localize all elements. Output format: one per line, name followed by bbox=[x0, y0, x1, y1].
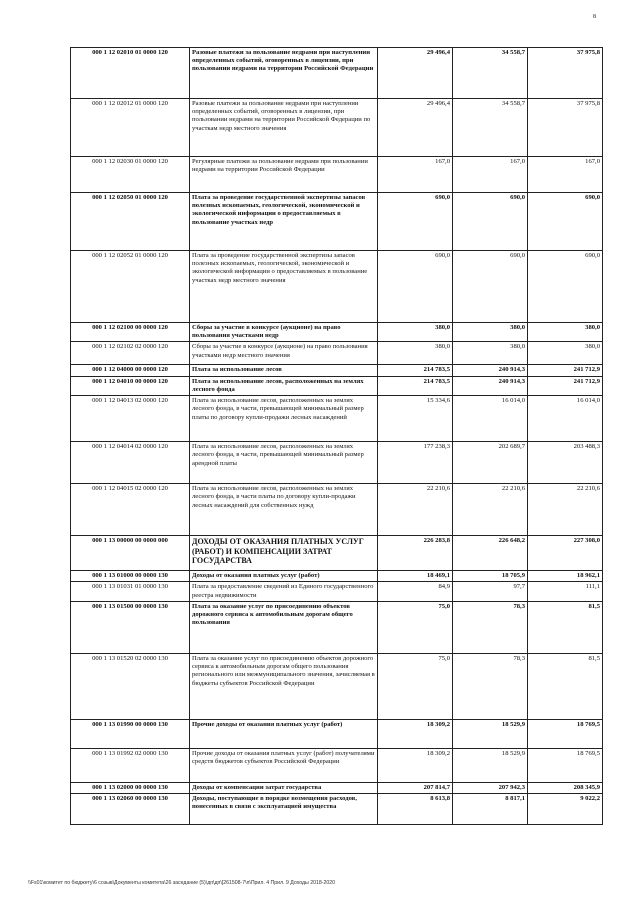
value-2020-cell: 9 022,2 bbox=[528, 794, 603, 825]
value-2019-cell: 34 558,7 bbox=[453, 99, 528, 157]
table-row bbox=[71, 323, 603, 342]
budget-code-cell: 000 1 12 04010 00 0000 120 bbox=[71, 376, 190, 395]
value-2020-cell: 16 014,0 bbox=[528, 396, 603, 442]
budget-code-cell: 000 1 12 02010 01 0000 120 bbox=[71, 48, 190, 99]
value-2019-cell: 18 529,9 bbox=[453, 719, 528, 748]
value-2019-cell: 16 014,0 bbox=[453, 396, 528, 442]
value-2020-cell: 81,5 bbox=[528, 601, 603, 653]
value-2020-cell: 18 962,1 bbox=[528, 571, 603, 582]
table-row bbox=[71, 582, 603, 601]
value-2020-cell: 167,0 bbox=[528, 157, 603, 193]
budget-code-cell: 000 1 13 01031 01 0000 130 bbox=[71, 582, 190, 601]
budget-code-cell: 000 1 13 02060 00 0000 130 bbox=[71, 794, 190, 825]
value-2019-cell: 167,0 bbox=[453, 157, 528, 193]
table-row bbox=[71, 193, 603, 251]
budget-code-cell: 000 1 12 04014 02 0000 120 bbox=[71, 442, 190, 484]
value-2020-cell: 380,0 bbox=[528, 342, 603, 365]
revenue-name-cell: Разовые платежи за пользование недрами при наступлении определенных событий, оговоренных в лицензии, при пользовании недрами на территории Российской Федерации по участкам недр местного значения bbox=[190, 99, 378, 157]
table-row bbox=[71, 251, 603, 323]
table-row bbox=[71, 376, 603, 395]
table-row bbox=[71, 484, 603, 536]
revenue-name-cell: Доходы от оказания платных услуг (работ) bbox=[190, 571, 378, 582]
value-2018-cell: 226 283,8 bbox=[378, 536, 453, 571]
table-row bbox=[71, 536, 603, 571]
value-2020-cell: 18 769,5 bbox=[528, 748, 603, 782]
value-2019-cell: 380,0 bbox=[453, 342, 528, 365]
table-row bbox=[71, 48, 603, 99]
value-2020-cell: 37 975,8 bbox=[528, 99, 603, 157]
value-2020-cell: 241 712,9 bbox=[528, 376, 603, 395]
value-2018-cell: 177 238,3 bbox=[378, 442, 453, 484]
value-2018-cell: 690,0 bbox=[378, 251, 453, 323]
revenue-name-cell: Плата за проведение государственной экспертизы запасов полезных ископаемых, геологической, экономической и экологической информации о предоставляемых в пользование участках недр bbox=[190, 193, 378, 251]
budget-code-cell: 000 1 12 02030 01 0000 120 bbox=[71, 157, 190, 193]
budget-code-cell: 000 1 13 01500 00 0000 130 bbox=[71, 601, 190, 653]
value-2019-cell: 78,3 bbox=[453, 601, 528, 653]
value-2018-cell: 75,0 bbox=[378, 601, 453, 653]
value-2019-cell: 240 914,3 bbox=[453, 376, 528, 395]
value-2019-cell: 18 529,9 bbox=[453, 748, 528, 782]
revenue-name-cell: Плата за проведение государственной экспертизы запасов полезных ископаемых, геологической, экономической и экологической информации о предоставляемых в пользование участках недр местного значения bbox=[190, 251, 378, 323]
value-2018-cell: 167,0 bbox=[378, 157, 453, 193]
budget-code-cell: 000 1 13 01992 02 0000 130 bbox=[71, 748, 190, 782]
value-2019-cell: 380,0 bbox=[453, 323, 528, 342]
value-2018-cell: 29 496,4 bbox=[378, 48, 453, 99]
value-2019-cell: 78,3 bbox=[453, 653, 528, 719]
value-2018-cell: 84,9 bbox=[378, 582, 453, 601]
value-2019-cell: 97,7 bbox=[453, 582, 528, 601]
budget-code-cell: 000 1 13 01990 00 0000 130 bbox=[71, 719, 190, 748]
value-2018-cell: 690,0 bbox=[378, 193, 453, 251]
budget-code-cell: 000 1 13 01520 02 0000 130 bbox=[71, 653, 190, 719]
value-2020-cell: 22 210,6 bbox=[528, 484, 603, 536]
value-2018-cell: 214 783,5 bbox=[378, 376, 453, 395]
value-2018-cell: 18 309,2 bbox=[378, 748, 453, 782]
value-2018-cell: 75,0 bbox=[378, 653, 453, 719]
revenue-name-cell: Плата за использование лесов, расположенных на землях лесного фонда, в части платы по договору купли-продажи лесных насаждений для собственных нужд bbox=[190, 484, 378, 536]
revenue-name-cell: ДОХОДЫ ОТ ОКАЗАНИЯ ПЛАТНЫХ УСЛУГ (РАБОТ) И КОМПЕНСАЦИИ ЗАТРАТ ГОСУДАРСТВА bbox=[190, 536, 378, 571]
value-2019-cell: 202 689,7 bbox=[453, 442, 528, 484]
table-row bbox=[71, 157, 603, 193]
table-row bbox=[71, 342, 603, 365]
budget-code-cell: 000 1 12 02102 02 0000 120 bbox=[71, 342, 190, 365]
budget-code-cell: 000 1 13 02000 00 0000 130 bbox=[71, 782, 190, 793]
revenue-name-cell: Разовые платежи за пользование недрами при наступлении определенных событий, оговоренных в лицензии, при пользовании недрами на территории Российской Федерации bbox=[190, 48, 378, 99]
value-2018-cell: 18 469,1 bbox=[378, 571, 453, 582]
revenue-name-cell: Регулярные платежи за пользование недрами при пользовании недрами на территории Российской Федерации bbox=[190, 157, 378, 193]
value-2020-cell: 18 769,5 bbox=[528, 719, 603, 748]
value-2020-cell: 203 488,3 bbox=[528, 442, 603, 484]
revenue-name-cell: Плата за оказание услуг по присоединению объектов дорожного сервиса к автомобильным дорогам общего пользования bbox=[190, 601, 378, 653]
value-2020-cell: 37 975,8 bbox=[528, 48, 603, 99]
table-row bbox=[71, 748, 603, 782]
value-2018-cell: 380,0 bbox=[378, 323, 453, 342]
revenue-name-cell: Доходы от компенсации затрат государства bbox=[190, 782, 378, 793]
value-2019-cell: 690,0 bbox=[453, 193, 528, 251]
file-path-footer: \\Fs01\комитет по бюджету\6 созыв\Документы комитета\26 заседание (5)\дп\дп\[261508-7\п\Прил. 4 Прил. 9 Доходы 2018-2020 bbox=[28, 880, 336, 886]
budget-code-cell: 000 1 12 02012 01 0000 120 bbox=[71, 99, 190, 157]
budget-code-cell: 000 1 12 04013 02 0000 120 bbox=[71, 396, 190, 442]
value-2019-cell: 18 705,9 bbox=[453, 571, 528, 582]
value-2020-cell: 241 712,9 bbox=[528, 365, 603, 376]
budget-code-cell: 000 1 12 02052 01 0000 120 bbox=[71, 251, 190, 323]
value-2018-cell: 18 309,2 bbox=[378, 719, 453, 748]
table-row bbox=[71, 794, 603, 825]
value-2020-cell: 81,5 bbox=[528, 653, 603, 719]
value-2018-cell: 207 814,7 bbox=[378, 782, 453, 793]
revenue-name-cell: Плата за использование лесов, расположенных на землях лесного фонда, в части, превышающей минимальный размер арендной платы bbox=[190, 442, 378, 484]
revenue-name-cell: Прочие доходы от оказания платных услуг (работ) получателями средств бюджетов субъектов Российской Федерации bbox=[190, 748, 378, 782]
table-row bbox=[71, 571, 603, 582]
value-2018-cell: 8 613,8 bbox=[378, 794, 453, 825]
table-row bbox=[71, 365, 603, 376]
revenue-name-cell: Плата за использование лесов, расположенных на землях лесного фонда, в части, превышающей минимальный размер платы по договору купли-продажи лесных насаждений bbox=[190, 396, 378, 442]
budget-code-cell: 000 1 13 01000 00 0000 130 bbox=[71, 571, 190, 582]
value-2018-cell: 22 210,6 bbox=[378, 484, 453, 536]
value-2019-cell: 34 558,7 bbox=[453, 48, 528, 99]
table-row bbox=[71, 719, 603, 748]
budget-code-cell: 000 1 13 00000 00 0000 000 bbox=[71, 536, 190, 571]
page-number: 8 bbox=[593, 14, 596, 20]
value-2019-cell: 22 210,6 bbox=[453, 484, 528, 536]
value-2018-cell: 29 496,4 bbox=[378, 99, 453, 157]
value-2020-cell: 208 345,9 bbox=[528, 782, 603, 793]
table-row bbox=[71, 653, 603, 719]
budget-code-cell: 000 1 12 04000 00 0000 120 bbox=[71, 365, 190, 376]
value-2018-cell: 15 334,6 bbox=[378, 396, 453, 442]
revenue-name-cell: Плата за предоставление сведений из Единого государственного реестра недвижимости bbox=[190, 582, 378, 601]
table-row bbox=[71, 442, 603, 484]
value-2020-cell: 227 308,0 bbox=[528, 536, 603, 571]
revenue-name-cell: Прочие доходы от оказания платных услуг (работ) bbox=[190, 719, 378, 748]
revenue-name-cell: Плата за использование лесов bbox=[190, 365, 378, 376]
value-2020-cell: 690,0 bbox=[528, 251, 603, 323]
value-2019-cell: 226 648,2 bbox=[453, 536, 528, 571]
budget-code-cell: 000 1 12 04015 02 0000 120 bbox=[71, 484, 190, 536]
revenue-name-cell: Плата за оказание услуг по присоединению объектов дорожного сервиса к автомобильным дорогам общего пользования регионального или межмуниципального значения, зачисляемая в бюджеты субъектов Российской Федерации bbox=[190, 653, 378, 719]
revenue-table bbox=[70, 47, 603, 825]
value-2018-cell: 380,0 bbox=[378, 342, 453, 365]
value-2018-cell: 214 783,5 bbox=[378, 365, 453, 376]
value-2020-cell: 690,0 bbox=[528, 193, 603, 251]
value-2019-cell: 690,0 bbox=[453, 251, 528, 323]
value-2019-cell: 207 942,3 bbox=[453, 782, 528, 793]
table-row bbox=[71, 782, 603, 793]
revenue-name-cell: Сборы за участие в конкурсе (аукционе) на право пользования участками недр местного значения bbox=[190, 342, 378, 365]
table-row bbox=[71, 396, 603, 442]
revenue-name-cell: Плата за использование лесов, расположенных на землях лесного фонда bbox=[190, 376, 378, 395]
budget-code-cell: 000 1 12 02050 01 0000 120 bbox=[71, 193, 190, 251]
value-2020-cell: 380,0 bbox=[528, 323, 603, 342]
revenue-name-cell: Сборы за участие в конкурсе (аукционе) на право пользования участками недр bbox=[190, 323, 378, 342]
value-2019-cell: 8 817,1 bbox=[453, 794, 528, 825]
revenue-name-cell: Доходы, поступающие в порядке возмещения расходов, понесенных в связи с эксплуатацией имущества bbox=[190, 794, 378, 825]
budget-code-cell: 000 1 12 02100 00 0000 120 bbox=[71, 323, 190, 342]
value-2019-cell: 240 914,3 bbox=[453, 365, 528, 376]
table-row bbox=[71, 601, 603, 653]
value-2020-cell: 111,1 bbox=[528, 582, 603, 601]
table-row bbox=[71, 99, 603, 157]
